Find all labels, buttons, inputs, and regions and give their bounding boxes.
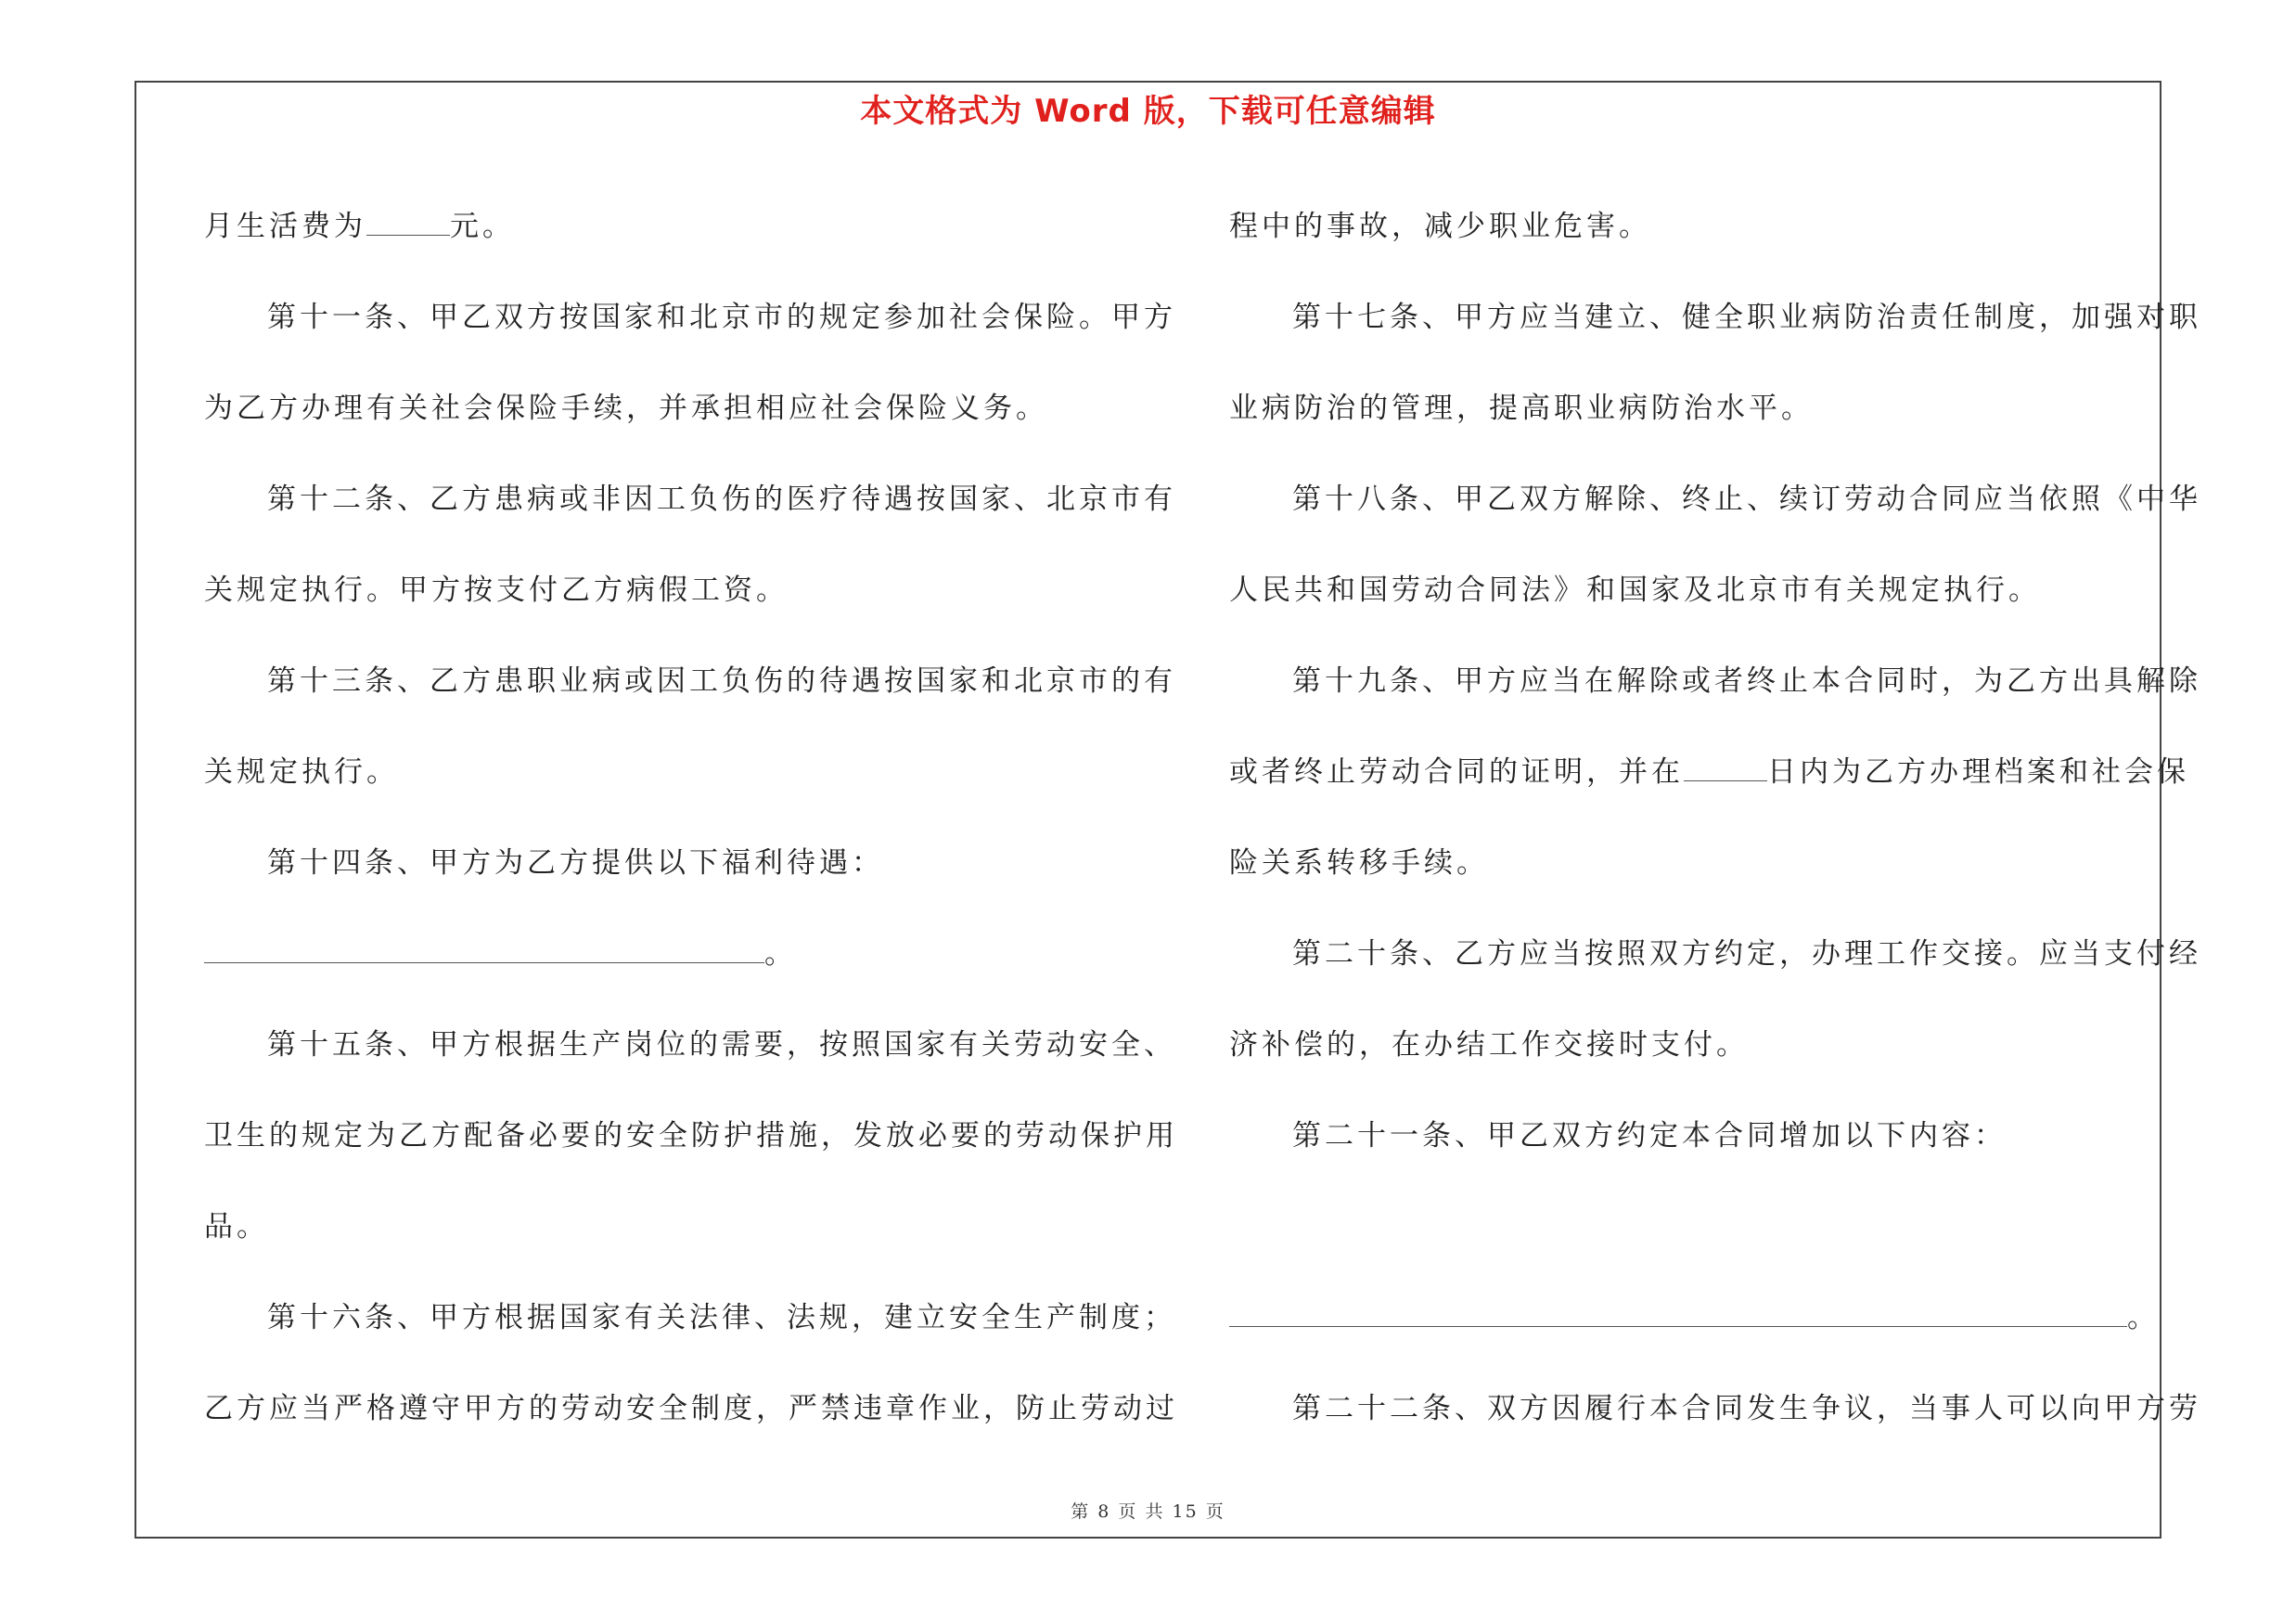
text-line: 济补偿的，在办结工作交接时支付。 bbox=[1229, 1028, 1749, 1062]
text-line: 第十七条、甲方应当建立、健全职业病防治责任制度，加强对职 bbox=[1292, 301, 2201, 334]
text-line: 第十五条、甲方根据生产岗位的需要，按照国家有关劳动安全、 bbox=[267, 1028, 1176, 1062]
text-line: 第十一条、甲乙双方按国家和北京市的规定参加社会保险。甲方 bbox=[267, 301, 1176, 334]
right-column bbox=[1229, 181, 2201, 1454]
text-line: 第十三条、乙方患职业病或因工负伤的待遇按国家和北京市的有 bbox=[267, 664, 1176, 698]
text-line: 险关系转移手续。 bbox=[1229, 846, 1489, 880]
text-line: 或者终止劳动合同的证明，并在 日内为乙方办理档案和社会保 bbox=[1229, 727, 2157, 818]
text-line: 第二十一条、甲乙双方约定本合同增加以下内容： bbox=[1292, 1119, 2007, 1153]
text-line: 关规定执行。 bbox=[204, 755, 399, 789]
text-line: 业病防治的管理，提高职业病防治水平。 bbox=[1229, 392, 1814, 425]
text-line: 程中的事故，减少职业危害。 bbox=[1229, 210, 1651, 243]
text-line: 卫生的规定为乙方配备必要的安全防护措施，发放必要的劳动保护用 bbox=[204, 1119, 1178, 1153]
text-line: 为乙方办理有关社会保险手续，并承担相应社会保险义务。 bbox=[204, 392, 1048, 425]
text-line: 第十九条、甲方应当在解除或者终止本合同时，为乙方出具解除 bbox=[1292, 664, 2201, 698]
fill-in-blank bbox=[1229, 1297, 2127, 1327]
text-line: 第二十条、乙方应当按照双方约定，办理工作交接。应当支付经 bbox=[1292, 937, 2201, 971]
text-line: 第十八条、甲乙双方解除、终止、续订劳动合同应当依照《中华 bbox=[1292, 483, 2201, 516]
text-line: 乙方应当严格遵守甲方的劳动安全制度，严禁违章作业，防止劳动过 bbox=[204, 1392, 1178, 1425]
text-line: 第十四条、甲方为乙方提供以下福利待遇： bbox=[267, 846, 884, 880]
fill-in-blank bbox=[1684, 752, 1767, 781]
format-banner: 本文格式为 Word 版，下载可任意编辑 bbox=[860, 93, 1436, 130]
fill-in-blank bbox=[204, 934, 764, 963]
text-line: 品。 bbox=[204, 1210, 269, 1243]
text-line: 第二十二条、双方因履行本合同发生争议，当事人可以向甲方劳 bbox=[1292, 1392, 2201, 1425]
text-line: 。 bbox=[1229, 1272, 2157, 1363]
text-line: 第十二条、乙方患病或非因工负伤的医疗待遇按国家、北京市有 bbox=[267, 483, 1176, 516]
page-number-footer: 第 8 页 共 15 页 bbox=[1071, 1501, 1225, 1522]
text-line: 人民共和国劳动合同法》和国家及北京市有关规定执行。 bbox=[1229, 573, 2041, 607]
text-line: 。 bbox=[204, 908, 1150, 999]
left-column bbox=[204, 181, 1178, 1454]
text-line bbox=[1229, 1181, 2157, 1272]
text-line: 月生活费为 元。 bbox=[204, 181, 1150, 272]
text-line: 第十六条、甲方根据国家有关法律、法规，建立安全生产制度； bbox=[267, 1301, 1176, 1334]
text-line: 关规定执行。甲方按支付乙方病假工资。 bbox=[204, 573, 789, 607]
fill-in-blank bbox=[366, 206, 450, 236]
